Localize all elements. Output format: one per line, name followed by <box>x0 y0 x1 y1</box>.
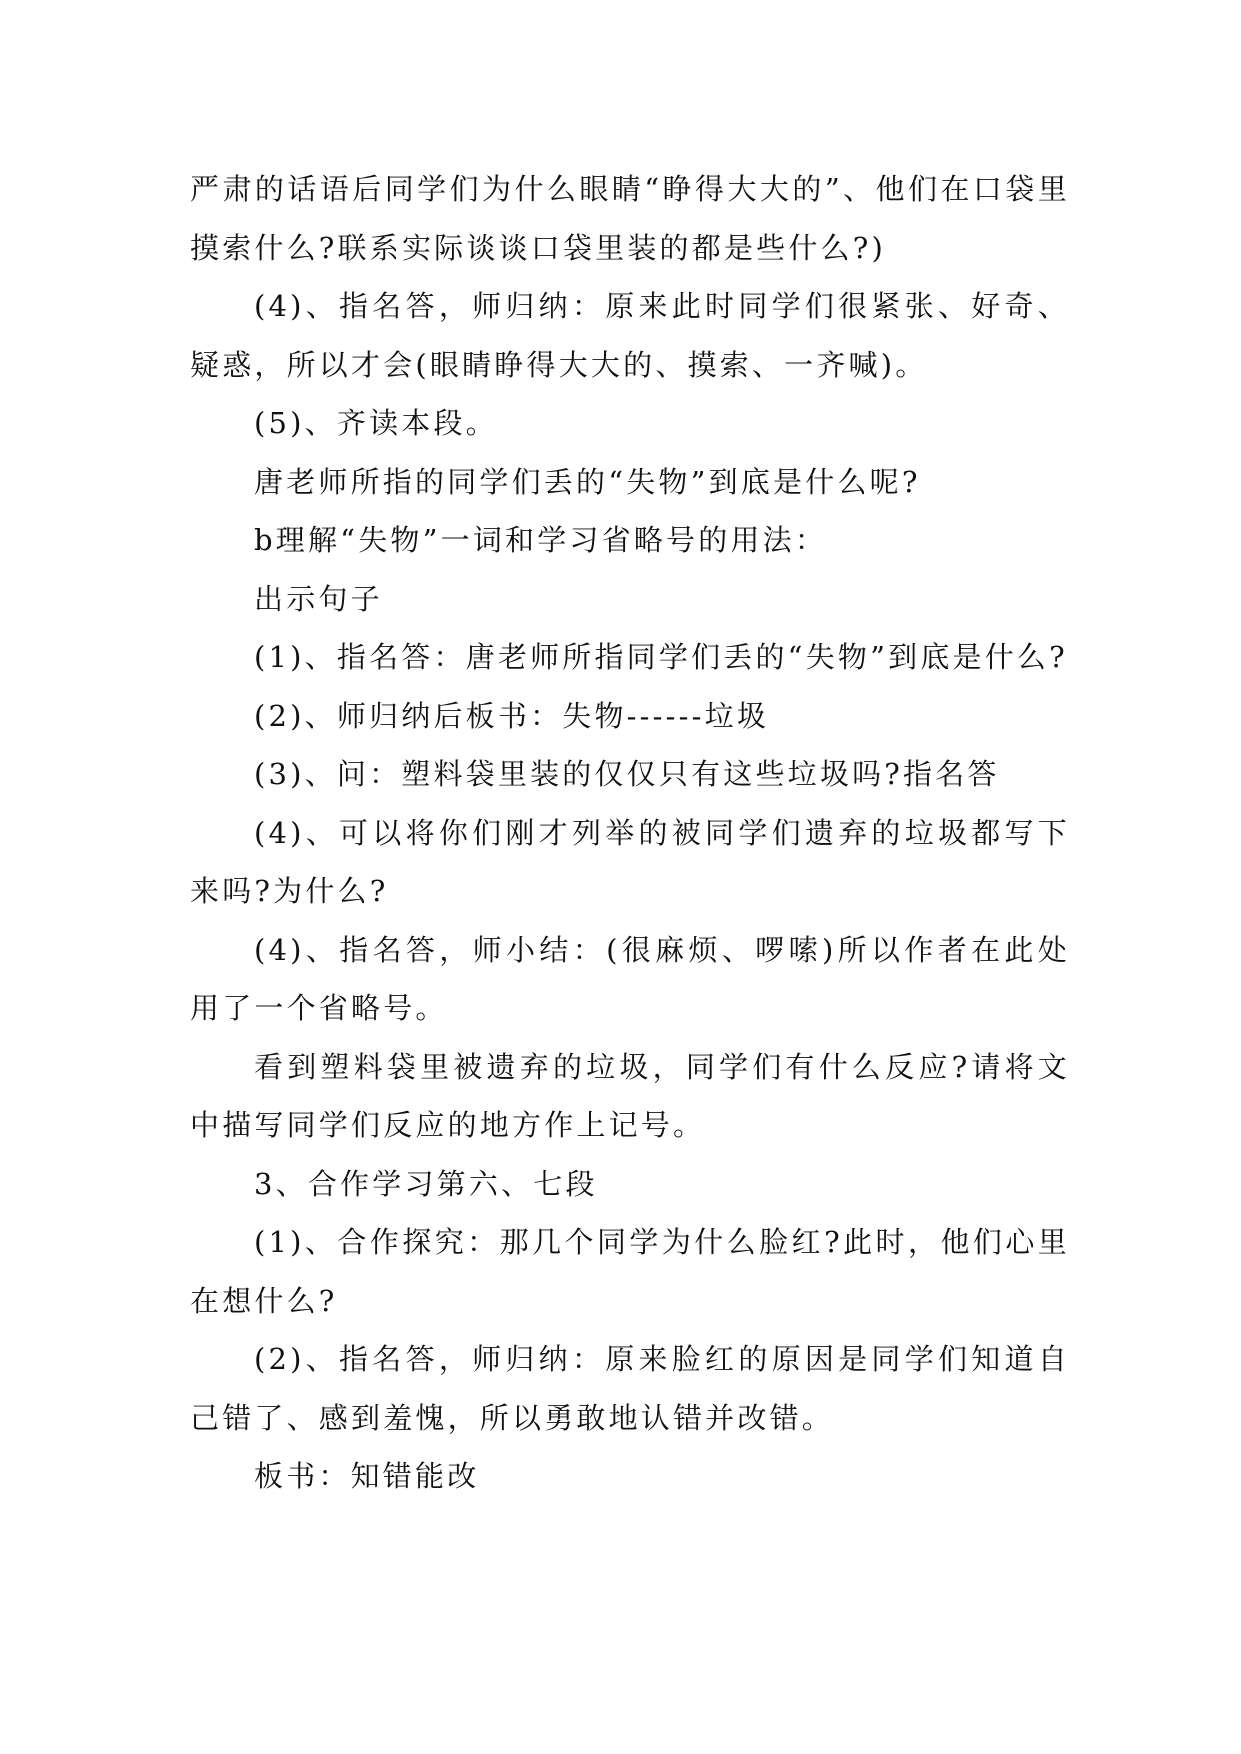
paragraph-13: 3、合作学习第六、七段 <box>254 1166 598 1201</box>
paragraph-14: (1)、合作探究：那几个同学为什么脸红?此时，他们心里在想什么? <box>190 1225 1070 1318</box>
paragraph-9: (3)、问：塑料袋里装的仅仅只有这些垃圾吗?指名答 <box>254 757 1000 791</box>
paragraph-2: (4)、指名答，师归纳：原来此时同学们很紧张、好奇、疑惑，所以才会(眼睛睁得大大的、摸索、一齐喊)。 <box>190 289 1070 382</box>
paragraph-12: 看到塑料袋里被遗弃的垃圾，同学们有什么反应?请将文中描写同学们反应的地方作上记号。 <box>190 1049 1070 1142</box>
paragraph-11: (4)、指名答，师小结：(很麻烦、啰嗦)所以作者在此处用了一个省略号。 <box>190 932 1070 1025</box>
paragraph-6: 出示句子 <box>254 581 383 616</box>
paragraph-10: (4)、可以将你们刚才列举的被同学们遗弃的垃圾都写下来吗?为什么? <box>190 815 1070 908</box>
paragraph-8: (2)、师归纳后板书：失物------垃圾 <box>254 698 770 733</box>
paragraph-7: (1)、指名答：唐老师所指同学们丢的“失物”到底是什么? <box>254 640 1068 674</box>
paragraph-15: (2)、指名答，师归纳：原来脸红的原因是同学们知道自己错了、感到羞愧，所以勇敢地认错并改错。 <box>190 1342 1070 1435</box>
body-text <box>190 160 1070 1506</box>
paragraph-5: b理解“失物”一词和学习省略号的用法： <box>254 523 828 557</box>
paragraph-3: (5)、齐读本段。 <box>254 406 498 440</box>
paragraph-1: 严肃的话语后同学们为什么眼睛“睁得大大的”、他们在口袋里摸索什么?联系实际谈谈口袋里装的都是些什么?) <box>190 172 1070 265</box>
paragraph-16: 板书：知错能改 <box>254 1459 480 1493</box>
paragraph-4: 唐老师所指的同学们丢的“失物”到底是什么呢? <box>254 464 921 499</box>
